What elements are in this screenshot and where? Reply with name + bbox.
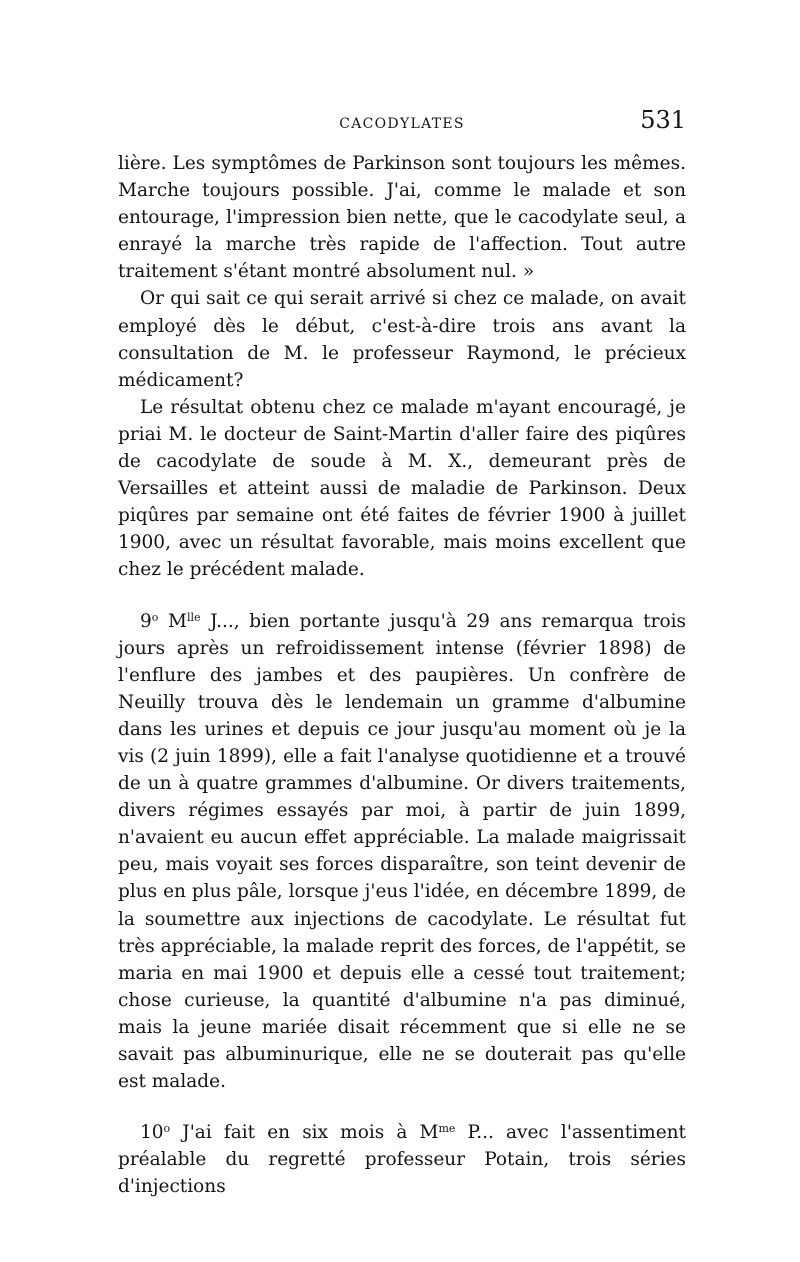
case-text: P... avec l'assentiment préalable du regretté professeur Potain, trois séries d'injections [118, 1122, 686, 1198]
case-number: 10 [140, 1122, 164, 1144]
page-header [118, 106, 686, 146]
case-text: J..., bien portante jusqu'à 29 ans remarqua trois jours après un refroidissement intense (février 1898) de l'enflure des jambes et des paupières. Un confrère de Neuilly trouva dès le lendemain un gramme d'albumine dans les urines et depuis ce jour jusqu'au moment où je la vis (2 juin 1899), elle a fait l'analyse quotidienne et a trouvé de un à quatre grammes d'albumine. Or divers traitements, divers régimes essayés par moi, à partir de juin 1899, n'avaient eu aucun effet appréciable. La malade maigrissait peu, mais voyait ses forces disparaître, son teint devenir de plus en plus pâle, lorsque j'eus l'idée, en décembre 1899, de la soumettre aux injections de cacodylate. Le résultat fut très appréciable, la malade reprit des forces, de l'appétit, se maria en mai 1900 et depuis elle a cessé tout traitement; chose curieuse, la quantité d'albumine n'a pas diminué, mais la jeune mariée disait récemment que si elle ne se savait pas albuminurique, elle ne se douterait pas qu'elle est malade. [118, 610, 686, 1093]
paragraph: Le résultat obtenu chez ce malade m'ayant encouragé, je priai M. le docteur de Saint-Martin d'aller faire des piqûres de cacodylate de soude à M. X., demeurant près de Versailles et atteint aussi de maladie de Parkinson. Deux piqûres par semaine ont été faites de février 1900 à juillet 1900, avec un résultat favorable, mais moins excellent que chez le précédent malade. [118, 396, 686, 581]
case-text: J'ai fait en six mois à M [170, 1122, 439, 1144]
patient-title-suffix: me [438, 1122, 456, 1136]
case-number-suffix: o [163, 1122, 171, 1136]
paragraph: Or qui sait ce qui serait arrivé si chez ce malade, on avait employé dès le début, c'est-à-dire trois ans avant la consultation de M. le professeur Raymond, le précieux médicament? [118, 288, 686, 391]
case-number: 9 [140, 610, 152, 632]
case-paragraph-9 [118, 608, 686, 1096]
body-text [118, 150, 686, 1200]
case-number-suffix: o [151, 610, 159, 624]
paragraph-continuation: lière. Les symptômes de Parkinson sont toujours les mêmes. Marche toujours possible. J'ai, comme le malade et son entourage, l'impression bien nette, que le cacodylate seul, a enrayé la marche très rapide de l'affection. Tout autre traitement s'étant montré absolument nul. » [118, 153, 686, 283]
patient-title-suffix: lle [186, 610, 201, 624]
page-number: 531 [640, 106, 686, 134]
patient-title: M [168, 610, 187, 632]
running-head: CACODYLATES [339, 116, 465, 132]
case-paragraph-10 [118, 1119, 686, 1200]
